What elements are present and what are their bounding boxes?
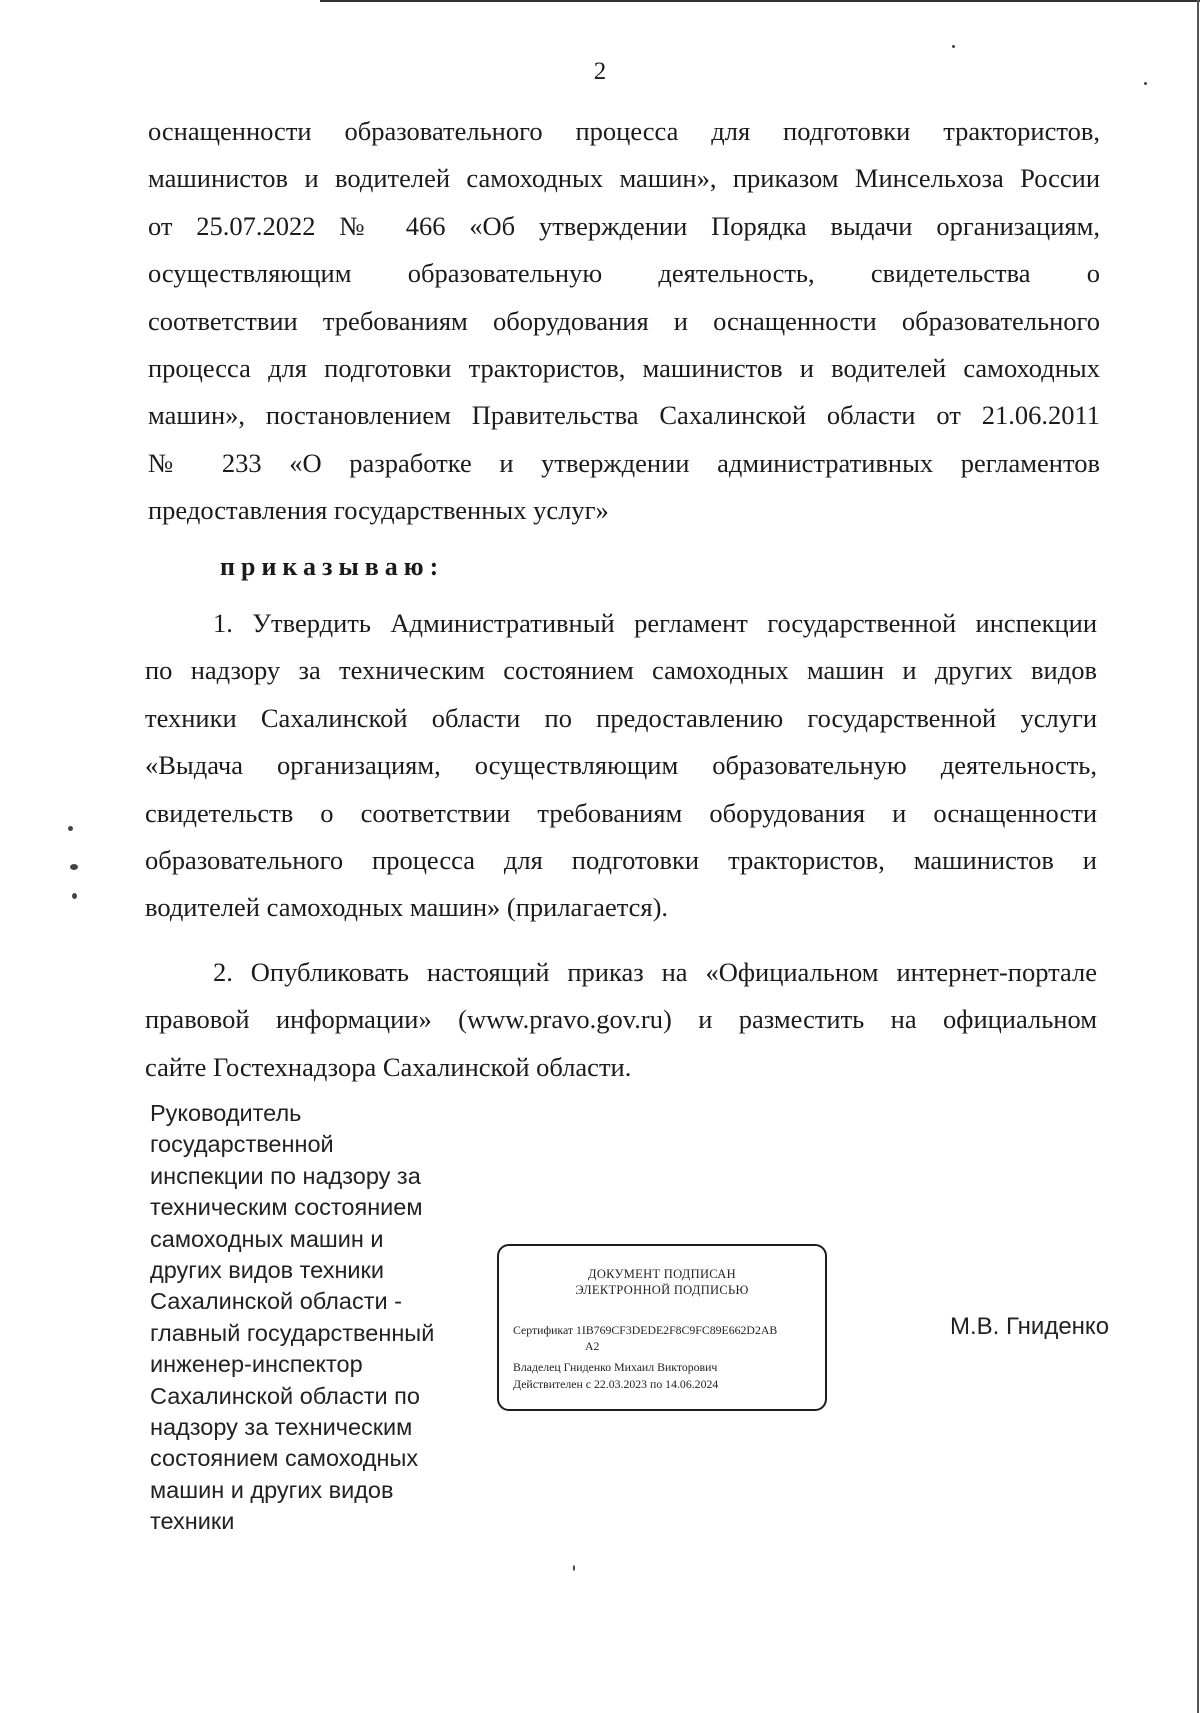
scan-speck <box>573 1565 575 1571</box>
item-1-paragraph <box>145 600 1097 932</box>
body-line: оснащенности образовательного процесса для подготовки трактористов, <box>148 116 1100 146</box>
stamp-title-line: ЭЛЕКТРОННОЙ ПОДПИСЬЮ <box>575 1283 749 1297</box>
body-line: 1. Утвердить Административный регламент государственной инспекции <box>213 608 1097 638</box>
body-line: соответствии требованиям оборудования и оснащенности образовательного <box>148 305 1100 336</box>
body-line: процесса для подготовки трактористов, машинистов и водителей самоходных <box>148 353 1100 384</box>
stamp-title <box>499 1266 825 1298</box>
body-line: свидетельств о соответствии требованиям оборудования и оснащенности <box>145 797 1097 828</box>
body-line: правовой информации» (www.pravo.gov.ru) и разместить на официальном <box>145 1004 1097 1035</box>
signer-line: других видов техники <box>150 1257 384 1284</box>
body-line: осуществляющим образовательную деятельность, свидетельства о <box>148 258 1100 289</box>
body-line: машин», постановлением Правительства Сахалинской области от 21.06.2011 <box>148 400 1100 431</box>
signer-line: Сахалинской области по <box>150 1382 420 1409</box>
signer-line: Сахалинской области - <box>150 1288 402 1315</box>
scan-edge-top <box>320 0 1200 2</box>
stamp-owner: Владелец Гниденко Михаил Викторович <box>513 1360 718 1374</box>
signer-line: машин и других видов <box>150 1476 394 1503</box>
signer-line: надзору за техническим <box>150 1414 413 1441</box>
signer-line: техническим состоянием <box>150 1194 423 1221</box>
body-line: «Выдача организациям, осуществляющим образовательную деятельность, <box>145 750 1097 781</box>
signer-title <box>150 1098 480 1538</box>
body-line: образовательного процесса для подготовки трактористов, машинистов и <box>145 845 1097 876</box>
body-line: 2. Опубликовать настоящий приказ на «Официальном интернет-портале <box>213 957 1097 987</box>
signer-line: самоходных машин и <box>150 1225 384 1252</box>
body-line: машинистов и водителей самоходных машин», приказом Минсельхоза России <box>148 163 1100 194</box>
signer-line: Руководитель <box>150 1100 302 1126</box>
page-number: 2 <box>593 58 607 85</box>
body-line: сайте Гостехнадзора Сахалинской области. <box>145 1051 632 1082</box>
intro-paragraph <box>148 108 1100 535</box>
body-line: по надзору за техническим состоянием самоходных машин и других видов <box>145 655 1097 686</box>
ordering-word: приказываю: <box>220 552 445 581</box>
stamp-certificate: Сертификат 1ІВ769CF3DEDE2F8C9FC89E662D2AB <box>513 1323 778 1337</box>
signer-line: состоянием самоходных <box>150 1445 419 1472</box>
scan-speck <box>952 45 955 48</box>
scan-edge-right <box>1197 0 1199 1713</box>
body-line: № 233 «О разработке и утверждении административных регламентов <box>148 447 1100 478</box>
stamp-validity: Действителен с 22.03.2023 по 14.06.2024 <box>513 1377 719 1391</box>
electronic-signature-stamp <box>497 1244 827 1411</box>
signer-line: государственной <box>150 1131 334 1158</box>
scan-speck <box>70 864 78 870</box>
body-line: водителей самоходных машин» (прилагается). <box>145 892 669 923</box>
stamp-title-line: ДОКУМЕНТ ПОДПИСАН <box>588 1267 736 1281</box>
signer-line: техники <box>150 1508 235 1535</box>
signer-line: инженер-инспектор <box>150 1351 363 1378</box>
body-line: от 25.07.2022 № 466 «Об утверждении Порядка выдачи организациям, <box>148 210 1100 241</box>
signer-line: главный государственный <box>150 1319 435 1346</box>
signature-name: М.В. Гниденко <box>950 1313 1110 1340</box>
item-2-paragraph <box>145 949 1097 1091</box>
scan-speck <box>72 893 77 899</box>
signer-line: инспекции по надзору за <box>150 1162 421 1189</box>
scan-speck <box>1144 82 1147 85</box>
body-line: техники Сахалинской области по предоставлению государственной услуги <box>145 702 1097 733</box>
body-line: предоставления государственных услуг» <box>148 495 609 526</box>
stamp-certificate-cont: A2 <box>585 1339 600 1353</box>
scan-speck <box>68 826 73 831</box>
